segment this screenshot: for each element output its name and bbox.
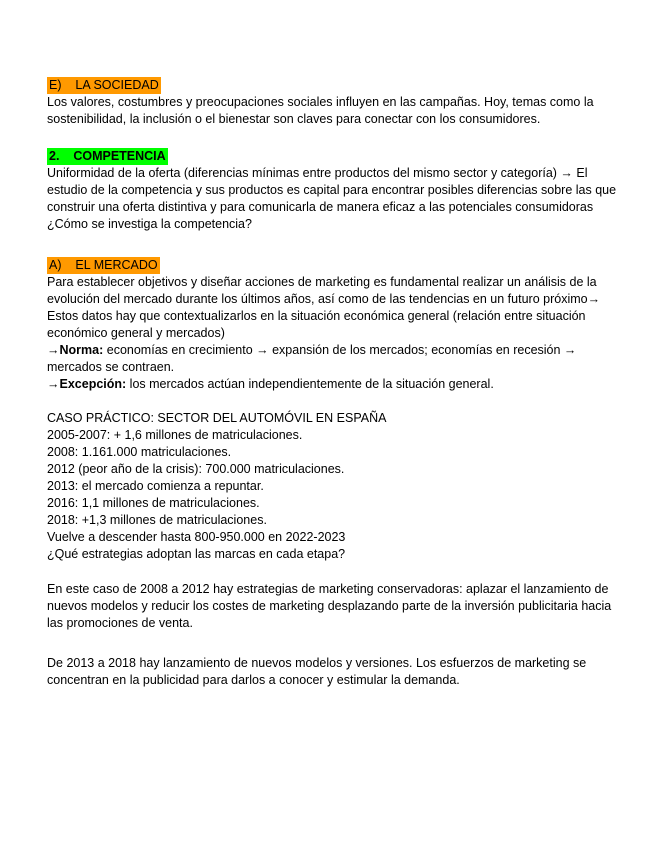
case-line: 2016: 1,1 millones de matriculaciones. xyxy=(47,496,260,510)
case-line: 2018: +1,3 millones de matriculaciones. xyxy=(47,513,267,527)
section-body-sociedad: Los valores, costumbres y preocupaciones sociales influyen en las campañas. Hoy, temas como la sostenibilidad, la inclusión o el bienestar son claves para conectar con los consumidores. xyxy=(47,95,594,126)
case-line: Vuelve a descender hasta 800-950.000 en 2022-2023 xyxy=(47,530,346,544)
case-title: CASO PRÁCTICO: SECTOR DEL AUTOMÓVIL EN ESPAÑA xyxy=(47,411,387,425)
case-line: 2013: el mercado comienza a repuntar. xyxy=(47,479,264,493)
norma-text: economías en crecimiento → expansión de los mercados; economías en recesión → mercados se contraen. xyxy=(47,343,577,374)
case-study xyxy=(47,410,619,563)
case-line: 2012 (peor año de la crisis): 700.000 matriculaciones. xyxy=(47,462,345,476)
case-question: ¿Qué estrategias adoptan las marcas en cada etapa? xyxy=(47,547,346,561)
paragraph-2013-2018 xyxy=(47,655,619,689)
case-line: 2008: 1.161.000 matriculaciones. xyxy=(47,445,232,459)
norma-line xyxy=(47,342,619,376)
section-sociedad xyxy=(47,77,619,128)
arrow-icon: → xyxy=(47,377,60,391)
section-heading-sociedad: E) LA SOCIEDAD xyxy=(49,78,159,92)
section-heading-competencia: 2. COMPETENCIA xyxy=(49,149,166,163)
section-competencia xyxy=(47,148,619,233)
paragraph-text: De 2013 a 2018 hay lanzamiento de nuevos modelos y versiones. Los esfuerzos de marketing se concentran en la publicidad para darlos a conocer y estimular la demanda. xyxy=(47,656,587,687)
paragraph-2008-2012 xyxy=(47,581,619,632)
norma-label: Norma: xyxy=(59,343,104,357)
section-mercado xyxy=(47,257,619,393)
case-line: 2005-2007: + 1,6 millones de matriculaciones. xyxy=(47,428,303,442)
section-heading-mercado: A) EL MERCADO xyxy=(49,258,158,272)
excepcion-text: los mercados actúan independientemente de la situación general. xyxy=(129,377,494,391)
excepcion-label: Excepción: xyxy=(59,377,127,391)
section-body-competencia: Uniformidad de la oferta (diferencias mínimas entre productos del mismo sector y categoría) → El estudio de la competencia y sus productos es capital para encontrar posibles diferencias sobre las que construir una oferta distintiva y para comunicarla de manera eficaz a las potenciales consumidoras ¿Cómo se investiga la competencia? xyxy=(47,166,617,231)
section-body-mercado: Para establecer objetivos y diseñar acciones de marketing es fundamental realizar un análisis de la evolución del mercado durante los últimos años, así como de las tendencias en un futuro próximo→ Estos datos hay que contextualizarlos en la situación económica general (relación entre situación económico general y mercados) xyxy=(47,275,601,340)
paragraph-text: En este caso de 2008 a 2012 hay estrategias de marketing conservadoras: aplazar el lanzamiento de nuevos modelos y reducir los costes de marketing desplazando parte de la inversión publicitaria hacia las promociones de venta. xyxy=(47,582,612,630)
excepcion-line xyxy=(47,376,619,393)
arrow-icon: → xyxy=(47,343,60,357)
